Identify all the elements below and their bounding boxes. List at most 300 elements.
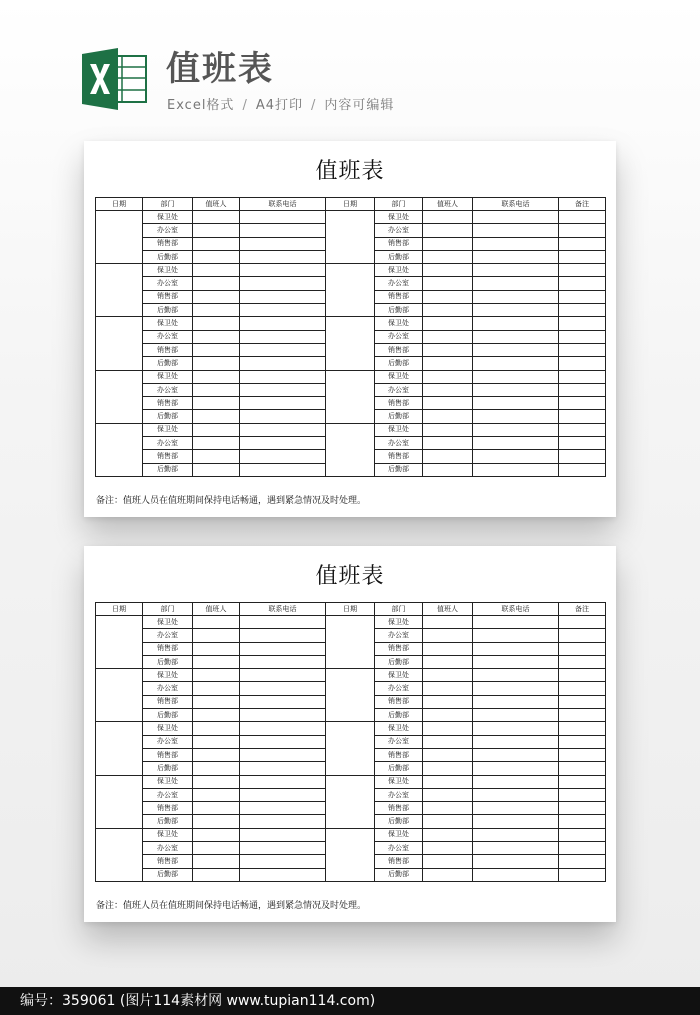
phone-cell[interactable] (240, 317, 326, 330)
duty-person-cell[interactable] (193, 762, 240, 775)
separator: / (311, 98, 317, 113)
date-cell[interactable] (326, 828, 375, 881)
phone-cell[interactable] (240, 695, 326, 708)
phone-cell[interactable] (473, 317, 559, 330)
phone-cell[interactable] (240, 748, 326, 761)
date-cell[interactable] (326, 775, 375, 828)
duty-person-cell[interactable] (193, 682, 240, 695)
remarks-cell[interactable] (559, 855, 606, 868)
editable-label: 内容可编辑 (324, 98, 395, 113)
department-cell: 后勤部 (143, 357, 193, 370)
phone-cell[interactable] (240, 842, 326, 855)
duty-person-cell[interactable] (423, 277, 473, 290)
date-cell[interactable] (96, 722, 143, 775)
remarks-cell[interactable] (559, 463, 606, 476)
duty-person-cell[interactable] (193, 642, 240, 655)
date-cell[interactable] (96, 775, 143, 828)
phone-cell[interactable] (240, 397, 326, 410)
remarks-cell[interactable] (559, 788, 606, 801)
duty-person-cell[interactable] (193, 868, 240, 881)
phone-cell[interactable] (473, 211, 559, 224)
department-cell: 后勤部 (143, 410, 193, 423)
remarks-cell[interactable] (559, 277, 606, 290)
duty-person-cell[interactable] (193, 264, 240, 277)
remarks-cell[interactable] (559, 802, 606, 815)
duty-person-cell[interactable] (423, 343, 473, 356)
department-cell: 销售部 (375, 748, 423, 761)
phone-cell[interactable] (240, 304, 326, 317)
department-cell: 销售部 (143, 397, 193, 410)
duty-person-cell[interactable] (193, 709, 240, 722)
column-header: 联系电话 (473, 198, 559, 211)
column-header: 日期 (326, 603, 375, 616)
duty-person-cell[interactable] (423, 722, 473, 735)
table-row (96, 423, 606, 436)
date-cell[interactable] (96, 616, 143, 669)
remarks-cell[interactable] (559, 343, 606, 356)
duty-person-cell[interactable] (193, 437, 240, 450)
duty-person-cell[interactable] (423, 370, 473, 383)
phone-cell[interactable] (240, 250, 326, 263)
phone-cell[interactable] (473, 722, 559, 735)
date-cell[interactable] (96, 828, 143, 881)
duty-person-cell[interactable] (193, 828, 240, 841)
remarks-cell[interactable] (559, 450, 606, 463)
department-cell: 保卫处 (375, 211, 423, 224)
department-cell: 后勤部 (143, 655, 193, 668)
phone-cell[interactable] (240, 463, 326, 476)
phone-cell[interactable] (473, 343, 559, 356)
phone-cell[interactable] (240, 277, 326, 290)
phone-cell[interactable] (473, 868, 559, 881)
department-cell: 销售部 (375, 695, 423, 708)
phone-cell[interactable] (240, 264, 326, 277)
duty-person-cell[interactable] (423, 629, 473, 642)
phone-cell[interactable] (473, 855, 559, 868)
department-cell: 保卫处 (375, 669, 423, 682)
duty-person-cell[interactable] (193, 290, 240, 303)
remarks-cell[interactable] (559, 383, 606, 396)
phone-cell[interactable] (240, 616, 326, 629)
sheet-preview-2 (84, 546, 616, 922)
date-cell[interactable] (326, 211, 375, 264)
remarks-cell[interactable] (559, 237, 606, 250)
column-header: 值班人 (423, 198, 473, 211)
column-header: 联系电话 (473, 603, 559, 616)
department-cell: 办公室 (143, 842, 193, 855)
table-row (96, 211, 606, 224)
department-cell: 后勤部 (143, 304, 193, 317)
phone-cell[interactable] (473, 277, 559, 290)
department-cell: 保卫处 (375, 317, 423, 330)
phone-cell[interactable] (473, 788, 559, 801)
date-cell[interactable] (96, 669, 143, 722)
department-cell: 销售部 (375, 855, 423, 868)
duty-person-cell[interactable] (423, 855, 473, 868)
duty-person-cell[interactable] (193, 370, 240, 383)
phone-cell[interactable] (240, 802, 326, 815)
remarks-cell[interactable] (559, 423, 606, 436)
remarks-cell[interactable] (559, 397, 606, 410)
column-header: 日期 (96, 198, 143, 211)
phone-cell[interactable] (473, 616, 559, 629)
phone-cell[interactable] (473, 224, 559, 237)
duty-person-cell[interactable] (193, 343, 240, 356)
subtitle (167, 94, 394, 113)
date-cell[interactable] (96, 370, 143, 423)
department-cell: 办公室 (143, 437, 193, 450)
remarks-cell[interactable] (559, 842, 606, 855)
phone-cell[interactable] (473, 450, 559, 463)
remarks-cell[interactable] (559, 722, 606, 735)
remarks-cell[interactable] (559, 616, 606, 629)
department-cell: 保卫处 (143, 370, 193, 383)
duty-person-cell[interactable] (193, 463, 240, 476)
remarks-cell[interactable] (559, 437, 606, 450)
duty-person-cell[interactable] (423, 224, 473, 237)
duty-person-cell[interactable] (423, 397, 473, 410)
phone-cell[interactable] (240, 330, 326, 343)
duty-person-cell[interactable] (193, 655, 240, 668)
phone-cell[interactable] (240, 735, 326, 748)
department-cell: 销售部 (143, 695, 193, 708)
department-cell: 办公室 (375, 437, 423, 450)
duty-person-cell[interactable] (423, 748, 473, 761)
remarks-cell[interactable] (559, 655, 606, 668)
phone-cell[interactable] (240, 224, 326, 237)
duty-person-cell[interactable] (193, 669, 240, 682)
remarks-cell[interactable] (559, 211, 606, 224)
duty-person-cell[interactable] (423, 290, 473, 303)
duty-person-cell[interactable] (193, 237, 240, 250)
duty-person-cell[interactable] (423, 616, 473, 629)
department-cell: 办公室 (375, 330, 423, 343)
department-cell: 销售部 (375, 343, 423, 356)
department-cell: 保卫处 (143, 669, 193, 682)
phone-cell[interactable] (240, 437, 326, 450)
department-cell: 销售部 (375, 397, 423, 410)
duty-person-cell[interactable] (423, 250, 473, 263)
phone-cell[interactable] (473, 290, 559, 303)
remarks-cell[interactable] (559, 290, 606, 303)
duty-person-cell[interactable] (423, 317, 473, 330)
duty-person-cell[interactable] (193, 788, 240, 801)
duty-person-cell[interactable] (193, 383, 240, 396)
phone-cell[interactable] (240, 423, 326, 436)
remarks-cell[interactable] (559, 317, 606, 330)
phone-cell[interactable] (473, 802, 559, 815)
format-label: Excel格式 (167, 98, 235, 113)
remarks-cell[interactable] (559, 330, 606, 343)
department-cell: 办公室 (143, 383, 193, 396)
phone-cell[interactable] (473, 264, 559, 277)
duty-person-cell[interactable] (193, 775, 240, 788)
column-header: 联系电话 (240, 198, 326, 211)
phone-cell[interactable] (240, 722, 326, 735)
duty-person-cell[interactable] (193, 855, 240, 868)
remarks-cell[interactable] (559, 264, 606, 277)
duty-person-cell[interactable] (423, 655, 473, 668)
phone-cell[interactable] (473, 370, 559, 383)
remarks-cell[interactable] (559, 775, 606, 788)
duty-person-cell[interactable] (193, 277, 240, 290)
remarks-cell[interactable] (559, 224, 606, 237)
duty-person-cell[interactable] (423, 264, 473, 277)
phone-cell[interactable] (473, 629, 559, 642)
remarks-cell[interactable] (559, 682, 606, 695)
phone-cell[interactable] (240, 868, 326, 881)
table-row (96, 264, 606, 277)
column-header: 日期 (326, 198, 375, 211)
remarks-cell[interactable] (559, 815, 606, 828)
phone-cell[interactable] (240, 709, 326, 722)
sheet-title: 值班表 (315, 564, 385, 589)
phone-cell[interactable] (240, 343, 326, 356)
duty-person-cell[interactable] (423, 330, 473, 343)
phone-cell[interactable] (473, 397, 559, 410)
duty-person-cell[interactable] (423, 383, 473, 396)
department-cell: 保卫处 (143, 616, 193, 629)
department-cell: 销售部 (143, 450, 193, 463)
phone-cell[interactable] (473, 669, 559, 682)
separator: / (242, 98, 248, 113)
department-cell: 后勤部 (375, 304, 423, 317)
phone-cell[interactable] (240, 383, 326, 396)
phone-cell[interactable] (240, 642, 326, 655)
department-cell: 办公室 (143, 682, 193, 695)
duty-person-cell[interactable] (193, 410, 240, 423)
duty-person-cell[interactable] (423, 775, 473, 788)
department-cell: 销售部 (375, 802, 423, 815)
duty-person-cell[interactable] (193, 450, 240, 463)
department-cell: 办公室 (143, 224, 193, 237)
phone-cell[interactable] (473, 655, 559, 668)
date-cell[interactable] (96, 423, 143, 476)
department-cell: 办公室 (375, 224, 423, 237)
phone-cell[interactable] (240, 655, 326, 668)
remarks-cell[interactable] (559, 629, 606, 642)
duty-person-cell[interactable] (423, 709, 473, 722)
phone-cell[interactable] (473, 304, 559, 317)
department-cell: 后勤部 (375, 868, 423, 881)
phone-cell[interactable] (240, 682, 326, 695)
sheet-title: 值班表 (315, 159, 385, 184)
duty-person-cell[interactable] (193, 397, 240, 410)
duty-person-cell[interactable] (423, 682, 473, 695)
duty-person-cell[interactable] (423, 463, 473, 476)
date-cell[interactable] (326, 264, 375, 317)
phone-cell[interactable] (240, 775, 326, 788)
phone-cell[interactable] (473, 775, 559, 788)
duty-person-cell[interactable] (193, 250, 240, 263)
phone-cell[interactable] (473, 437, 559, 450)
duty-person-cell[interactable] (423, 762, 473, 775)
phone-cell[interactable] (473, 682, 559, 695)
duty-person-cell[interactable] (423, 815, 473, 828)
duty-person-cell[interactable] (193, 815, 240, 828)
phone-cell[interactable] (473, 735, 559, 748)
department-cell: 后勤部 (143, 762, 193, 775)
phone-cell[interactable] (473, 383, 559, 396)
phone-cell[interactable] (240, 828, 326, 841)
date-cell[interactable] (326, 616, 375, 669)
date-cell[interactable] (96, 317, 143, 370)
phone-cell[interactable] (473, 423, 559, 436)
remarks-cell[interactable] (559, 304, 606, 317)
duty-person-cell[interactable] (193, 616, 240, 629)
date-cell[interactable] (326, 317, 375, 370)
duty-person-cell[interactable] (193, 330, 240, 343)
column-header: 值班人 (193, 198, 240, 211)
department-cell: 销售部 (143, 237, 193, 250)
phone-cell[interactable] (473, 709, 559, 722)
duty-person-cell[interactable] (193, 211, 240, 224)
phone-cell[interactable] (473, 695, 559, 708)
duty-person-cell[interactable] (423, 437, 473, 450)
duty-person-cell[interactable] (423, 450, 473, 463)
table-row (96, 317, 606, 330)
phone-cell[interactable] (473, 250, 559, 263)
phone-cell[interactable] (473, 828, 559, 841)
department-cell: 后勤部 (143, 463, 193, 476)
paper-label: A4打印 (255, 98, 303, 113)
department-cell: 保卫处 (143, 775, 193, 788)
duty-person-cell[interactable] (193, 423, 240, 436)
duty-person-cell[interactable] (193, 748, 240, 761)
phone-cell[interactable] (240, 855, 326, 868)
date-cell[interactable] (326, 370, 375, 423)
table-row (96, 370, 606, 383)
remarks-cell[interactable] (559, 828, 606, 841)
remarks-cell[interactable] (559, 669, 606, 682)
department-cell: 保卫处 (375, 370, 423, 383)
remarks-cell[interactable] (559, 410, 606, 423)
date-cell[interactable] (326, 722, 375, 775)
duty-person-cell[interactable] (423, 695, 473, 708)
phone-cell[interactable] (240, 357, 326, 370)
phone-cell[interactable] (240, 211, 326, 224)
date-cell[interactable] (326, 669, 375, 722)
duty-person-cell[interactable] (193, 722, 240, 735)
table-row (96, 828, 606, 841)
column-header: 联系电话 (240, 603, 326, 616)
remarks-cell[interactable] (559, 762, 606, 775)
department-cell: 销售部 (375, 642, 423, 655)
phone-cell[interactable] (473, 330, 559, 343)
department-cell: 后勤部 (143, 868, 193, 881)
phone-cell[interactable] (240, 450, 326, 463)
phone-cell[interactable] (473, 842, 559, 855)
sheet-note: 备注：值班人员在值班期间保持电话畅通，遇到紧急情况及时处理。 (96, 496, 367, 506)
phone-cell[interactable] (240, 762, 326, 775)
duty-person-cell[interactable] (423, 828, 473, 841)
duty-person-cell[interactable] (423, 868, 473, 881)
department-cell: 后勤部 (375, 655, 423, 668)
duty-person-cell[interactable] (423, 237, 473, 250)
date-cell[interactable] (96, 264, 143, 317)
phone-cell[interactable] (473, 410, 559, 423)
duty-person-cell[interactable] (193, 802, 240, 815)
table-row (96, 775, 606, 788)
remarks-cell[interactable] (559, 250, 606, 263)
phone-cell[interactable] (240, 290, 326, 303)
department-cell: 办公室 (375, 383, 423, 396)
department-cell: 销售部 (375, 450, 423, 463)
duty-person-cell[interactable] (193, 357, 240, 370)
phone-cell[interactable] (240, 669, 326, 682)
remarks-cell[interactable] (559, 370, 606, 383)
date-cell[interactable] (326, 423, 375, 476)
duty-person-cell[interactable] (423, 788, 473, 801)
remarks-cell[interactable] (559, 735, 606, 748)
department-cell: 后勤部 (375, 762, 423, 775)
duty-person-cell[interactable] (423, 735, 473, 748)
remarks-cell[interactable] (559, 695, 606, 708)
phone-cell[interactable] (473, 815, 559, 828)
duty-person-cell[interactable] (423, 669, 473, 682)
department-cell: 办公室 (143, 788, 193, 801)
phone-cell[interactable] (473, 237, 559, 250)
department-cell: 后勤部 (375, 463, 423, 476)
duty-person-cell[interactable] (193, 695, 240, 708)
duty-person-cell[interactable] (193, 735, 240, 748)
duty-person-cell[interactable] (423, 642, 473, 655)
duty-person-cell[interactable] (193, 629, 240, 642)
duty-person-cell[interactable] (423, 410, 473, 423)
remarks-cell[interactable] (559, 709, 606, 722)
remarks-cell[interactable] (559, 868, 606, 881)
footer-bar: 编号：359061 (图片114素材网 www.tupian114.com) (0, 987, 700, 1015)
phone-cell[interactable] (473, 357, 559, 370)
phone-cell[interactable] (240, 237, 326, 250)
column-header: 备注 (559, 198, 606, 211)
table-row (96, 616, 606, 629)
column-header: 部门 (375, 198, 423, 211)
duty-person-cell[interactable] (193, 317, 240, 330)
date-cell[interactable] (96, 211, 143, 264)
duty-person-cell[interactable] (193, 842, 240, 855)
phone-cell[interactable] (473, 748, 559, 761)
phone-cell[interactable] (473, 642, 559, 655)
duty-person-cell[interactable] (193, 224, 240, 237)
column-header: 值班人 (193, 603, 240, 616)
department-cell: 销售部 (375, 237, 423, 250)
remarks-cell[interactable] (559, 357, 606, 370)
phone-cell[interactable] (240, 629, 326, 642)
duty-person-cell[interactable] (423, 842, 473, 855)
department-cell: 保卫处 (375, 264, 423, 277)
phone-cell[interactable] (473, 762, 559, 775)
duty-person-cell[interactable] (193, 304, 240, 317)
duty-person-cell[interactable] (423, 357, 473, 370)
phone-cell[interactable] (240, 410, 326, 423)
duty-person-cell[interactable] (423, 211, 473, 224)
department-cell: 办公室 (375, 735, 423, 748)
column-header: 部门 (375, 603, 423, 616)
remarks-cell[interactable] (559, 642, 606, 655)
phone-cell[interactable] (473, 463, 559, 476)
department-cell: 保卫处 (375, 775, 423, 788)
remarks-cell[interactable] (559, 748, 606, 761)
duty-person-cell[interactable] (423, 304, 473, 317)
duty-person-cell[interactable] (423, 423, 473, 436)
department-cell: 办公室 (375, 788, 423, 801)
department-cell: 办公室 (375, 842, 423, 855)
phone-cell[interactable] (240, 370, 326, 383)
phone-cell[interactable] (240, 788, 326, 801)
phone-cell[interactable] (240, 815, 326, 828)
duty-person-cell[interactable] (423, 802, 473, 815)
